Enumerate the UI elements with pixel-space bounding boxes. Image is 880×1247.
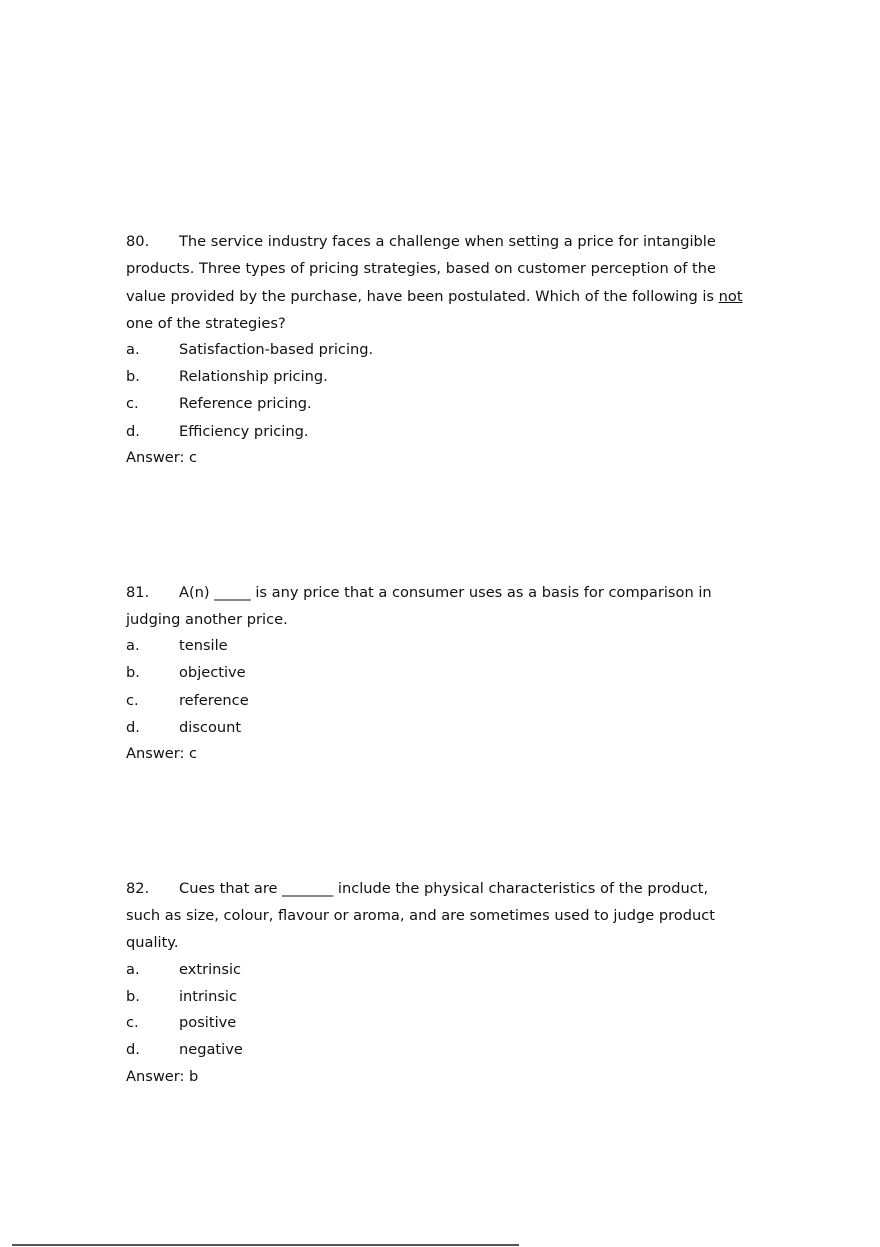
option-d <box>126 718 241 738</box>
option-text: Reference pricing. <box>179 395 312 412</box>
option-d <box>126 1040 243 1060</box>
question-stem-line <box>126 933 178 953</box>
question-number: 81. <box>126 584 150 601</box>
answer-line: Answer: b <box>126 1068 199 1085</box>
question-stem-line <box>126 232 716 252</box>
option-letter: b. <box>126 988 140 1005</box>
question-stem-text: Cues that are _______ include the physical characteristics of the product, <box>179 880 709 897</box>
option-letter: a. <box>126 341 140 358</box>
question-stem-text: value provided by the purchase, have been postulated. Which of the following is <box>126 288 719 305</box>
option-text: extrinsic <box>179 961 242 978</box>
answer-line: Answer: c <box>126 745 198 762</box>
option-b <box>126 987 237 1007</box>
option-letter: b. <box>126 664 140 681</box>
question-number: 80. <box>126 233 150 250</box>
option-text: discount <box>179 719 242 736</box>
option-text: Satisfaction-based pricing. <box>179 341 374 358</box>
option-letter: d. <box>126 719 140 736</box>
option-b <box>126 663 246 683</box>
question-number: 82. <box>126 880 150 897</box>
question-stem-text: A(n) _____ is any price that a consumer uses as a basis for comparison in <box>179 584 712 601</box>
option-text: Relationship pricing. <box>179 368 328 385</box>
option-letter: c. <box>126 395 139 412</box>
question-stem-text: The service industry faces a challenge when setting a price for intangible <box>179 233 716 250</box>
emphasis-not: not <box>718 288 743 305</box>
question-stem-line <box>126 906 715 926</box>
option-text: positive <box>179 1014 237 1031</box>
question-stem-line <box>126 610 288 630</box>
option-a <box>126 636 228 656</box>
option-text: negative <box>179 1041 243 1058</box>
question-stem-text: quality. <box>126 934 179 951</box>
option-d <box>126 422 308 442</box>
question-stem-text: such as size, colour, flavour or aroma, and are sometimes used to judge product <box>126 907 716 924</box>
page-bottom-rule <box>12 1244 519 1246</box>
question-stem-line <box>126 287 743 307</box>
question-stem-text: one of the strategies? <box>126 315 286 332</box>
option-letter: c. <box>126 692 139 709</box>
option-letter: b. <box>126 368 140 385</box>
option-letter: a. <box>126 961 140 978</box>
option-c <box>126 394 312 414</box>
option-text: objective <box>179 664 246 681</box>
question-stem-line <box>126 314 286 334</box>
option-letter: d. <box>126 423 140 440</box>
question-stem-text: products. Three types of pricing strategies, based on customer perception of the <box>126 260 716 277</box>
option-a <box>126 340 373 360</box>
question-stem-text: judging another price. <box>126 611 288 628</box>
option-c <box>126 691 249 711</box>
option-letter: c. <box>126 1014 139 1031</box>
option-letter: a. <box>126 637 140 654</box>
option-c <box>126 1013 236 1033</box>
question-stem-line <box>126 583 712 603</box>
option-a <box>126 960 241 980</box>
question-stem-line <box>126 879 708 899</box>
option-b <box>126 367 328 387</box>
question-stem-line <box>126 259 716 279</box>
answer-line: Answer: c <box>126 449 198 466</box>
option-text: tensile <box>179 637 228 654</box>
option-text: intrinsic <box>179 988 238 1005</box>
option-text: reference <box>179 692 249 709</box>
option-text: Efficiency pricing. <box>179 423 309 440</box>
option-letter: d. <box>126 1041 140 1058</box>
